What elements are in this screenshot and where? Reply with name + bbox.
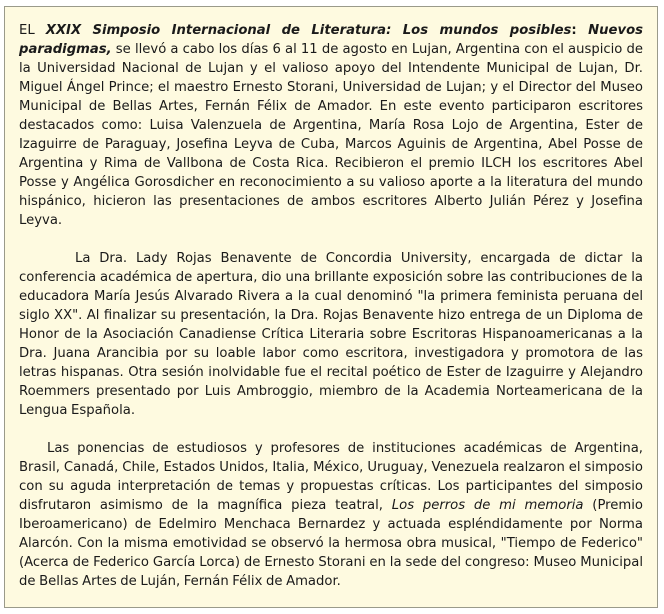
- text-segment: La Dra. Lady Rojas Benavente de Concordia University, encargada de dictar la conferencia académica de apertura, dio una brillante exposición sobre las contribuciones de la educadora María Jesús Alvarado Rivera a la cual denominó "la primera feminista peruana del siglo XX". Al finalizar su presentación, la Dra. Rojas Benavente hizo entrega de un Diploma de Honor de la Asociación Canadiense Crítica Literaria sobre Escritoras Hispanoamericanas a la Dra. Juana Arancibia por su loable labor como escritora, investigadora y promotora de las letras hispanas. Otra sesión inolvidable fue el recital poético de Ester de Izaguirre y Alejandro Roemmers presentado por Luis Ambroggio, miembro de la Academia Norteamericana de la Lengua Española.: [19, 251, 643, 418]
- paragraph-2: [19, 249, 643, 420]
- symposium-title: XXIX Simposio Internacional de Literatura: Los mundos posibles: [45, 23, 572, 38]
- text-segment: (Premio Iberoamericano) de Edelmiro Menchaca Bernardez y actuada espléndidamente por Norma Alarcón. Con la misma emotividad se observó la hermosa obra musical, "Tiempo de Federico" (Acerca de Federico García Lorca) de Ernesto Storani en la sede del congreso: Museo Municipal de Bellas Artes de Luján, Fernán Félix de Amador.: [19, 498, 643, 589]
- article-box: [4, 6, 658, 608]
- text-segment: EL: [19, 23, 46, 38]
- symposium-subtitle: Nuevos paradigmas,: [19, 23, 643, 57]
- text-segment: Las ponencias de estudiosos y profesores de instituciones académicas de Argentina, Brasil, Canadá, Chile, Estados Unidos, Italia, México, Uruguay, Venezuela realzaron el simposio con su aguda interpretación de temas y propuestas críticas. Los participantes del simposio disfrutaron asimismo de la magnífica pieza teatral,: [19, 441, 643, 513]
- paragraph-3: [19, 439, 643, 591]
- text-segment: se llevó a cabo los días 6 al 11 de agosto en Lujan, Argentina con el auspicio de la Universidad Nacional de Lujan y el valioso apoyo del Intendente Municipal de Lujan, Dr. Miguel Ángel Prince; el maestro Ernesto Storani, Universidad de Lujan; y el Director del Museo Municipal de Bellas Artes, Fernán Félix de Amador. En este evento participaron escritores destacados como: Luisa Valenzuela de Argentina, María Rosa Lojo de Argentina, Ester de Izaguirre de Paraguay, Josefina Leyva de Cuba, Marcos Aguinis de Argentina, Abel Posse de Argentina y Rima de Vallbona de Costa Rica. Recibieron el premio ILCH los escritores Abel Posse y Angélica Gorosdicher en reconocimiento a su valioso aporte a la literatura del mundo hispánico, hicieron las presentaciones de ambos escritores Alberto Julián Pérez y Josefina Leyva.: [19, 42, 643, 228]
- play-title: Los perros de mi memoria: [391, 498, 584, 513]
- paragraph-1: [19, 21, 643, 230]
- text-segment: :: [571, 23, 589, 38]
